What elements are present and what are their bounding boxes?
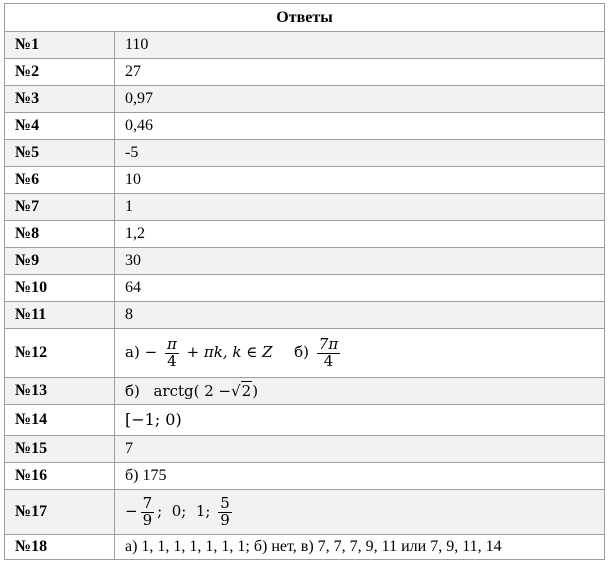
answers-table (4, 3, 605, 560)
row-number: №15 (5, 436, 115, 463)
denominator: 4 (167, 351, 177, 370)
table-row (5, 378, 605, 405)
row-number: №16 (5, 463, 115, 490)
fraction-7-9 (141, 493, 155, 529)
formula-rest: + πk, k ∈ Z (186, 343, 273, 361)
minus-sign: − (125, 502, 138, 520)
numerator: 5 (220, 493, 230, 512)
table-row (5, 113, 605, 140)
table-title: Ответы (5, 4, 605, 32)
row-number: №9 (5, 248, 115, 275)
row-answer-formula (115, 490, 605, 535)
row-answer: 27 (115, 59, 605, 86)
row-answer: 30 (115, 248, 605, 275)
table-row (5, 275, 605, 302)
fraction-pi-over-4 (165, 334, 179, 370)
row-number: №18 (5, 535, 115, 560)
middle-values: ; 0; 1; (157, 502, 211, 520)
row-answer: 110 (115, 32, 605, 59)
row-number: №5 (5, 140, 115, 167)
denominator: 9 (220, 510, 230, 529)
formula-17 (125, 493, 235, 529)
row-answer: -5 (115, 140, 605, 167)
interval: [−1; 0) (125, 410, 182, 429)
row-answer-formula (115, 329, 605, 378)
table-row (5, 32, 605, 59)
row-answer: 8 (115, 302, 605, 329)
part-b-label: б) (125, 381, 140, 400)
row-answer: 0,46 (115, 113, 605, 140)
fraction-7pi-over-4 (317, 334, 340, 370)
minus-sign: − (144, 343, 158, 361)
table-row (5, 463, 605, 490)
row-number: №6 (5, 167, 115, 194)
row-number: №2 (5, 59, 115, 86)
table-row (5, 248, 605, 275)
row-answer: а) 1, 1, 1, 1, 1, 1, 1; б) нет, в) 7, 7, 7, 9, 11 или 7, 9, 11, 14 (115, 535, 605, 560)
fraction-5-9 (218, 493, 232, 529)
sqrt: √2 (231, 381, 252, 400)
row-number: №1 (5, 32, 115, 59)
row-answer-formula (115, 378, 605, 405)
table-row (5, 535, 605, 560)
table-row (5, 329, 605, 378)
row-answer (115, 405, 605, 436)
row-answer: 64 (115, 275, 605, 302)
table-row (5, 140, 605, 167)
formula-12 (125, 334, 343, 370)
denominator: 4 (323, 351, 334, 370)
row-number: №17 (5, 490, 115, 535)
row-answer: 10 (115, 167, 605, 194)
row-answer: 0,97 (115, 86, 605, 113)
table-row (5, 436, 605, 463)
row-number: №14 (5, 405, 115, 436)
part-b-label: б) (294, 343, 310, 361)
row-number: №7 (5, 194, 115, 221)
row-answer: 1 (115, 194, 605, 221)
part-a-label: а) (125, 343, 140, 361)
row-number: №10 (5, 275, 115, 302)
row-number: №4 (5, 113, 115, 140)
table-row (5, 194, 605, 221)
numerator: 7π (318, 334, 339, 353)
row-number: №8 (5, 221, 115, 248)
arctg-expression: arctg( 2 − (153, 381, 232, 400)
numerator: 7 (142, 493, 153, 512)
table-row (5, 405, 605, 436)
table-row (5, 490, 605, 535)
numerator: π (166, 334, 177, 353)
row-number: №11 (5, 302, 115, 329)
header-row (5, 4, 605, 32)
table-row (5, 221, 605, 248)
row-answer: б) 175 (115, 463, 605, 490)
row-answer: 1,2 (115, 221, 605, 248)
table-row (5, 167, 605, 194)
row-number: №12 (5, 329, 115, 378)
row-answer: 7 (115, 436, 605, 463)
row-number: №13 (5, 378, 115, 405)
table-row (5, 302, 605, 329)
formula-13 (125, 382, 258, 400)
table-row (5, 59, 605, 86)
denominator: 9 (142, 510, 153, 529)
close-paren: ) (252, 381, 259, 400)
row-number: №3 (5, 86, 115, 113)
sqrt-argument: 2 (241, 381, 252, 400)
table-row (5, 86, 605, 113)
